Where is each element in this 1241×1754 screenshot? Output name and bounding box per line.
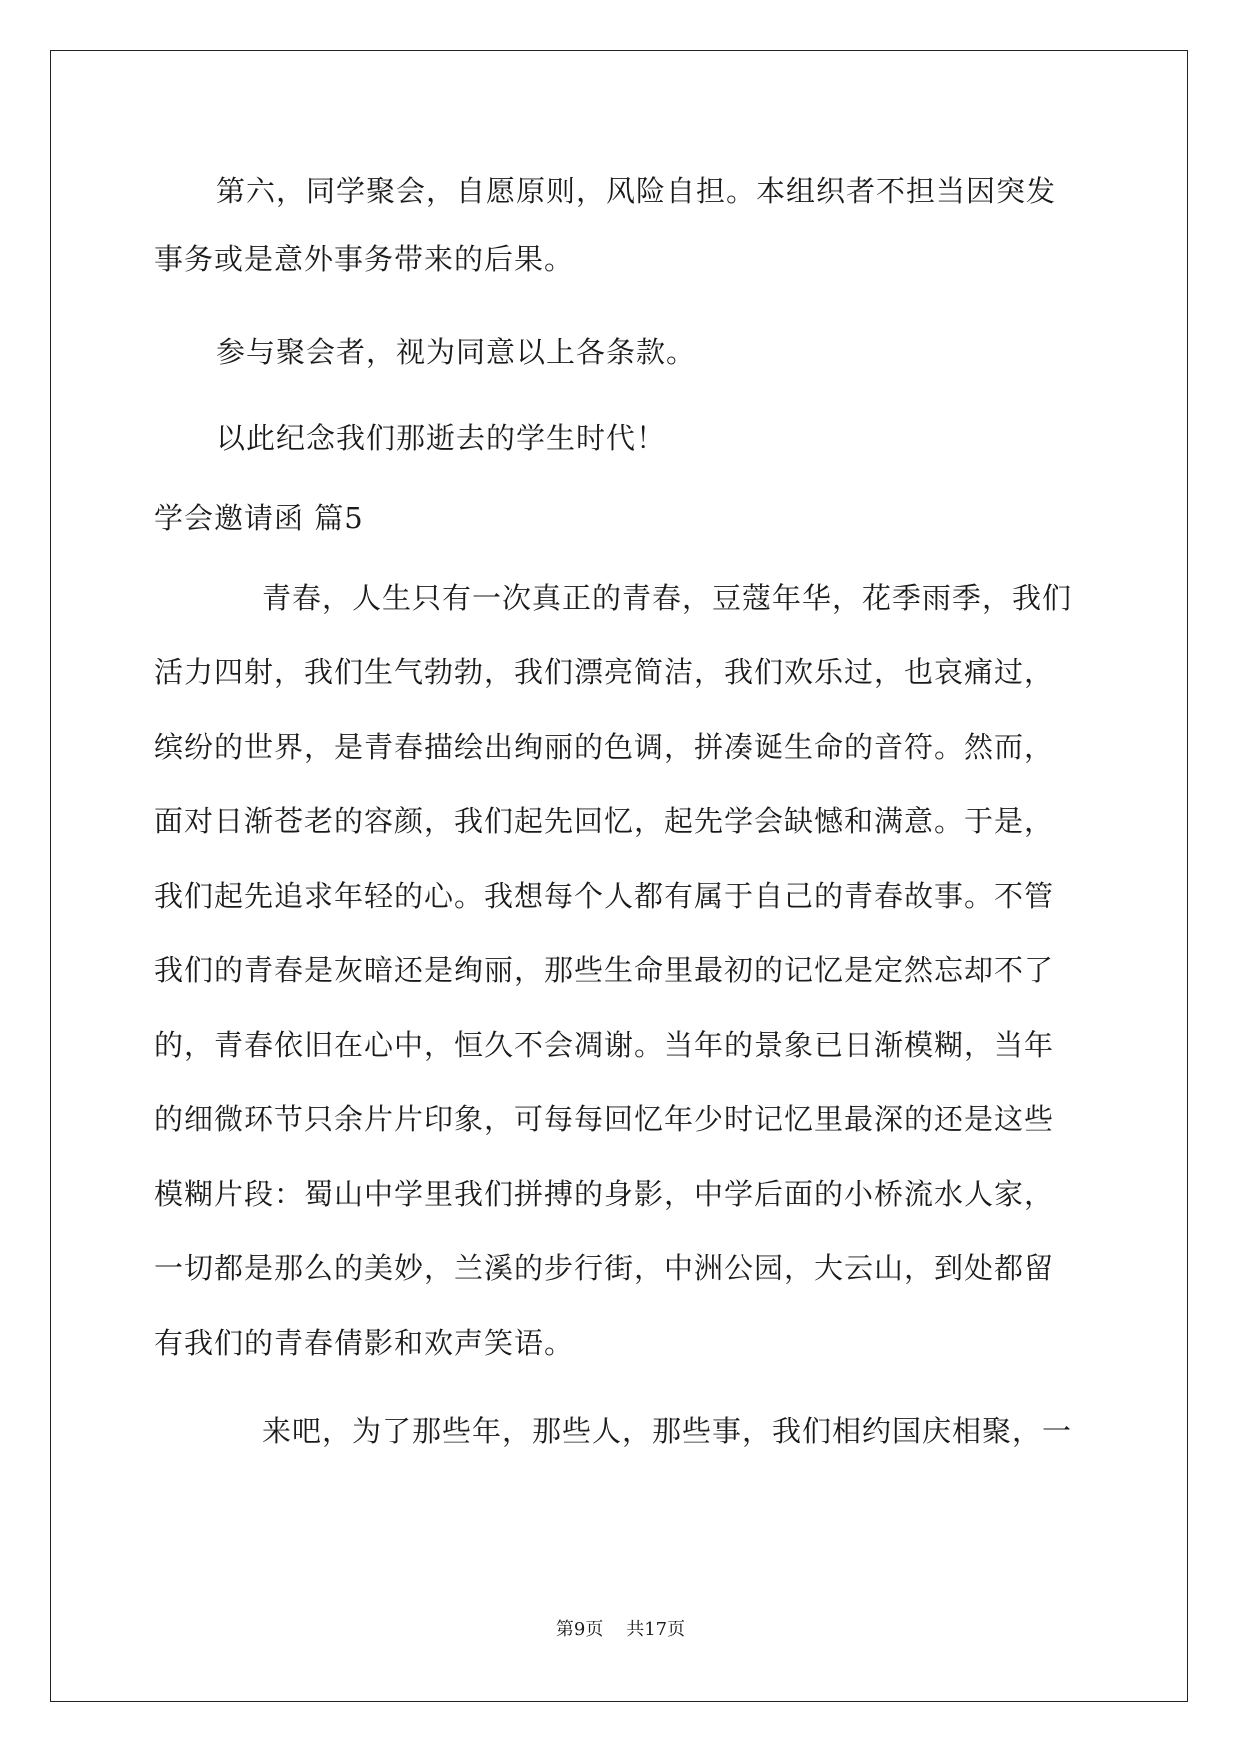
page-number-footer: 第9页 共17页 xyxy=(555,1619,686,1640)
section-heading: 学会邀请函 篇5 xyxy=(154,501,364,535)
paragraph-line: 面对日渐苍老的容颜，我们起先回忆，起先学会缺憾和满意。于是， xyxy=(154,804,1055,838)
paragraph-line: 参与聚会者，视为同意以上各条款。 xyxy=(216,335,697,369)
paragraph-line: 的细微环节只余片片印象，可每每回忆年少时记忆里最深的还是这些 xyxy=(154,1102,1055,1136)
paragraph-line: 模糊片段：蜀山中学里我们拼搏的身影，中学后面的小桥流水人家， xyxy=(154,1177,1055,1211)
paragraph-line: 第六，同学聚会，自愿原则，风险自担。本组织者不担当因突发 xyxy=(216,174,1057,208)
paragraph-line: 来吧，为了那些年，那些人，那些事，我们相约国庆相聚，一 xyxy=(262,1414,1073,1448)
paragraph-line: 以此纪念我们那逝去的学生时代！ xyxy=(216,421,667,455)
paragraph-line: 青春，人生只有一次真正的青春，豆蔻年华，花季雨季，我们 xyxy=(262,581,1073,615)
paragraph-line: 活力四射，我们生气勃勃，我们漂亮简洁，我们欢乐过，也哀痛过， xyxy=(154,655,1055,689)
paragraph-line: 我们起先追求年轻的心。我想每个人都有属于自己的青春故事。不管 xyxy=(154,879,1055,913)
paragraph-line: 我们的青春是灰暗还是绚丽，那些生命里最初的记忆是定然忘却不了 xyxy=(154,953,1055,987)
paragraph-line: 的，青春依旧在心中，恒久不会凋谢。当年的景象已日渐模糊，当年 xyxy=(154,1028,1055,1062)
paragraph-line: 有我们的青春倩影和欢声笑语。 xyxy=(154,1326,575,1360)
paragraph-line: 事务或是意外事务带来的后果。 xyxy=(154,242,575,276)
paragraph-line: 缤纷的世界，是青春描绘出绚丽的色调，拼凑诞生命的音符。然而， xyxy=(154,730,1055,764)
page-border xyxy=(50,50,1188,1702)
paragraph-line: 一切都是那么的美妙，兰溪的步行街，中洲公园，大云山，到处都留 xyxy=(154,1251,1055,1285)
